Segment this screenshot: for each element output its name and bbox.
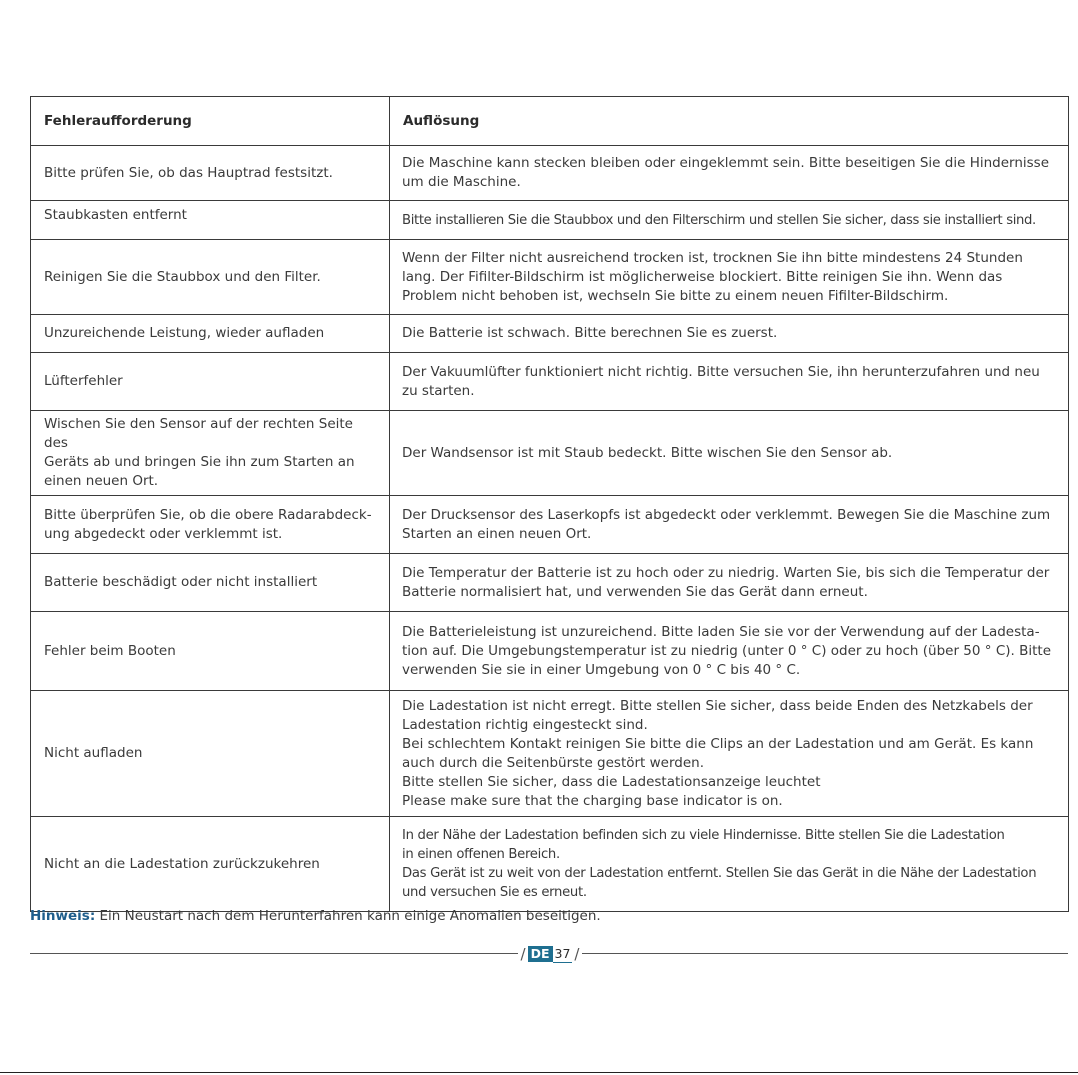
table-row <box>31 817 1069 912</box>
solution-text: auch durch die Seitenbürste gestört werden. <box>402 754 705 771</box>
header-resolution: Auflösung <box>390 97 1069 146</box>
solution-text: Problem nicht behoben ist, wechseln Sie bitte zu einem neuen Fifilter-Bildschirm. <box>402 287 949 304</box>
hint-label: Hinweis: <box>30 908 96 924</box>
solution-text: in einen offenen Bereich. <box>402 847 560 862</box>
error-cell <box>31 146 390 201</box>
page-bottom-edge <box>0 1072 1078 1073</box>
footer-divider-left <box>30 953 518 954</box>
table-header-row <box>31 97 1069 146</box>
error-text: einen neuen Ort. <box>44 473 159 489</box>
table-row <box>31 691 1069 817</box>
solution-text: Batterie normalisiert hat, und verwenden Sie das Gerät dann erneut. <box>402 583 868 600</box>
page-number: 37 <box>554 945 571 961</box>
table-row <box>31 353 1069 411</box>
solution-text: Please make sure that the charging base indicator is on. <box>402 792 783 809</box>
solution-text: verwenden Sie sie in einer Umgebung von 0 ° C bis 40 ° C. <box>402 661 801 678</box>
solution-text: Die Ladestation ist nicht erregt. Bitte stellen Sie sicher, dass beide Enden des Netzkabels der <box>402 697 1033 714</box>
solution-text: Das Gerät ist zu weit von der Ladestation entfernt. Stellen Sie das Gerät in die Nähe der Ladestation <box>402 866 1037 881</box>
language-badge: DE <box>528 946 553 962</box>
error-text: Geräts ab und bringen Sie ihn zum Starten an <box>44 454 355 470</box>
table-row <box>31 240 1069 315</box>
solution-cell <box>390 691 1069 817</box>
solution-text: Die Temperatur der Batterie ist zu hoch oder zu niedrig. Warten Sie, bis sich die Temperatur der <box>402 564 1050 581</box>
error-text: ung abgedeckt oder verklemmt ist. <box>44 525 283 542</box>
error-cell <box>31 554 390 612</box>
solution-text: lang. Der Fifilter-Bildschirm ist möglicherweise blockiert. Bitte reinigen Sie ihn. Wenn das <box>402 268 1003 285</box>
error-text: Bitte überprüfen Sie, ob die obere Radarabdeck- <box>44 506 372 523</box>
header-error-prompt: Fehleraufforderung <box>31 97 390 146</box>
table-row <box>31 411 1069 496</box>
error-text: Bitte prüfen Sie, ob das Hauptrad festsitzt. <box>44 164 333 181</box>
error-text: Lüfterfehler <box>44 373 123 389</box>
table-row <box>31 496 1069 554</box>
solution-cell <box>390 554 1069 612</box>
error-cell <box>31 691 390 817</box>
solution-text: Der Drucksensor des Laserkopfs ist abgedeckt oder verklemmt. Bewegen Sie die Maschine zum <box>402 506 1051 523</box>
solution-cell <box>390 817 1069 912</box>
troubleshooting-table <box>30 96 1069 912</box>
error-cell <box>31 240 390 315</box>
error-text: Reinigen Sie die Staubbox und den Filter. <box>44 268 321 285</box>
solution-cell <box>390 315 1069 353</box>
solution-text: tion auf. Die Umgebungstemperatur ist zu niedrig (unter 0 ° C) oder zu hoch (über 50 ° C). Bitte <box>402 642 1052 659</box>
solution-text: Wenn der Filter nicht ausreichend trocken ist, trocknen Sie ihn bitte mindestens 24 Stunden <box>402 249 1023 266</box>
solution-cell <box>390 201 1069 240</box>
solution-text: Bitte installieren Sie die Staubbox und den Filterschirm und stellen Sie sicher, dass sie installiert sind. <box>402 212 1036 228</box>
solution-text: um die Maschine. <box>402 174 521 190</box>
error-cell <box>31 315 390 353</box>
hint-text: Ein Neustart nach dem Herunterfahren kann einige Anomalien beseitigen. <box>95 908 601 924</box>
error-text: Nicht aufladen <box>44 745 143 761</box>
table-row <box>31 554 1069 612</box>
error-cell <box>31 201 390 240</box>
solution-text: Der Wandsensor ist mit Staub bedeckt. Bitte wischen Sie den Sensor ab. <box>402 444 893 461</box>
table-row <box>31 146 1069 201</box>
solution-text: In der Nähe der Ladestation befinden sich zu viele Hindernisse. Bitte stellen Sie die Ladestation <box>402 828 1005 843</box>
table-row <box>31 315 1069 353</box>
solution-text: Der Vakuumlüfter funktioniert nicht richtig. Bitte versuchen Sie, ihn herunterzufahren und neu <box>402 363 1040 380</box>
error-text: Fehler beim Booten <box>44 642 176 659</box>
solution-text: zu starten. <box>402 382 475 399</box>
solution-text: und versuchen Sie es erneut. <box>402 885 587 900</box>
solution-cell <box>390 496 1069 554</box>
solution-text: Die Batterieleistung ist unzureichend. Bitte laden Sie sie vor der Verwendung auf der Ladesta- <box>402 623 1040 640</box>
solution-text: Die Maschine kann stecken bleiben oder eingeklemmt sein. Bitte beseitigen Sie die Hindernisse <box>402 155 1050 171</box>
error-cell <box>31 496 390 554</box>
solution-text: Ladestation richtig eingesteckt sind. <box>402 716 648 733</box>
table-row <box>31 612 1069 691</box>
error-cell <box>31 817 390 912</box>
solution-text: Die Batterie ist schwach. Bitte berechnen Sie es zuerst. <box>402 325 778 341</box>
footer-divider-right <box>582 953 1068 954</box>
solution-cell <box>390 240 1069 315</box>
hint-note <box>30 907 601 926</box>
error-text: Batterie beschädigt oder nicht installiert <box>44 574 318 590</box>
solution-text: Bei schlechtem Kontakt reinigen Sie bitte die Clips an der Ladestation und am Gerät. Es kann <box>402 735 1034 752</box>
error-text: Unzureichende Leistung, wieder aufladen <box>44 325 325 341</box>
error-text: Nicht an die Ladestation zurückzukehren <box>44 855 320 872</box>
error-text: Staubkasten entfernt <box>44 207 187 223</box>
solution-text: Starten an einen neuen Ort. <box>402 525 592 542</box>
error-cell <box>31 353 390 411</box>
slash-glyph-left: / <box>520 945 526 963</box>
error-text: Wischen Sie den Sensor auf der rechten Seite des <box>44 416 353 451</box>
solution-cell <box>390 353 1069 411</box>
page-indicator <box>519 944 581 964</box>
solution-cell <box>390 146 1069 201</box>
slash-glyph-right: / <box>574 945 580 963</box>
solution-cell <box>390 612 1069 691</box>
error-cell <box>31 612 390 691</box>
table-row <box>31 201 1069 240</box>
solution-text: Bitte stellen Sie sicher, dass die Ladestationsanzeige leuchtet <box>402 773 821 790</box>
solution-cell <box>390 411 1069 496</box>
error-cell <box>31 411 390 496</box>
